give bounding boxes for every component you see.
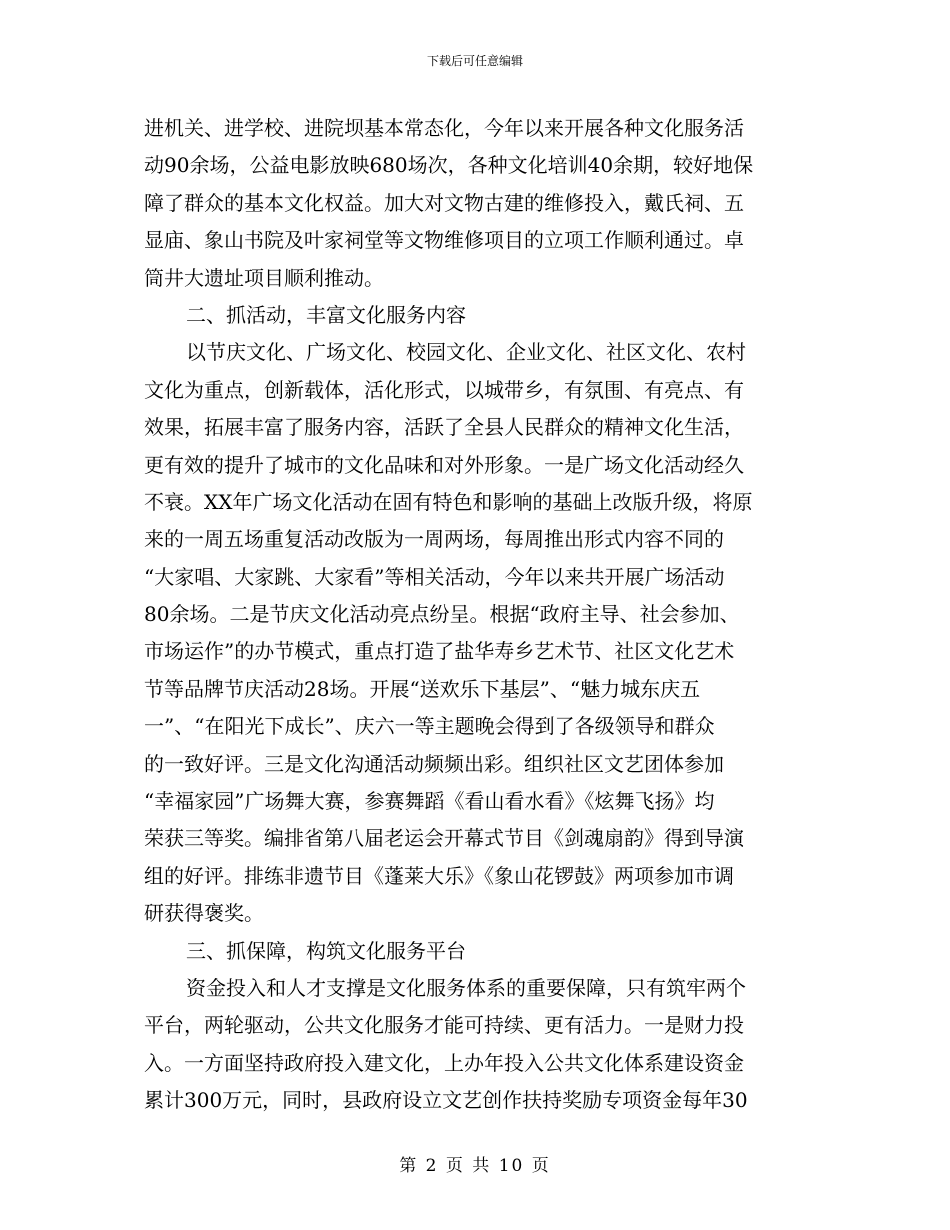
text-line: “大家唱、大家跳、大家看”等相关活动，今年以来共开展广场活动 [144, 564, 725, 589]
text-line: 更有效的提升了城市的文化品味和对外形象。一是广场文化活动经久 [144, 452, 744, 477]
text-line: 节等品牌节庆活动28场。开展“送欢乐下基层”、“魅力城东庆五 [144, 676, 701, 701]
text-line: 动90余场，公益电影放映680场次，各种文化培训40余期，较好地保 [144, 153, 754, 178]
text-line: 研获得褒奖。 [144, 901, 264, 926]
text-line: 不衰。XX年广场文化活动在固有特色和影响的基础上改版升级，将原 [144, 489, 753, 514]
text-line: 以节庆文化、广场文化、校园文化、企业文化、社区文化、农村 [186, 340, 746, 365]
text-line: 进机关、进学校、进院坝基本常态化，今年以来开展各种文化服务活 [144, 116, 744, 140]
text-line: 三、抓保障，构筑文化服务平台 [186, 938, 466, 963]
text-line: 效果，拓展丰富了服务内容，活跃了全县人民群众的精神文化生活， [144, 415, 744, 440]
text-line: 资金投入和人才支撑是文化服务体系的重要保障，只有筑牢两个 [186, 975, 746, 1000]
text-line: 来的一周五场重复活动改版为一周两场，每周推出形式内容不同的 [144, 527, 724, 552]
text-line: 荣获三等奖。编排省第八届老运会开幕式节目《剑魂扇韵》得到导演 [144, 826, 744, 851]
text-line: 市场运作”的办节模式，重点打造了盐华寿乡艺术节、社区文化艺术 [144, 639, 735, 664]
text-line: “幸福家园”广场舞大赛，参赛舞蹈《看山看水看》《炫舞飞扬》均 [144, 789, 715, 814]
page-footer: 第 2 页 共 10 页 [399, 1156, 551, 1176]
text-line: 入。一方面坚持政府投入建文化，上办年投入公共文化体系建设资金 [144, 1050, 744, 1075]
body-text [144, 110, 808, 1120]
text-line: 平台，两轮驱动，公共文化服务才能可持续、更有活力。一是财力投 [144, 1013, 744, 1038]
text-line: 一”、“在阳光下成长”、庆六一等主题晚会得到了各级领导和群众 [144, 714, 715, 739]
text-line: 文化为重点，创新载体，活化形式，以城带乡，有氛围、有亮点、有 [144, 377, 744, 402]
text-line: 二、抓活动，丰富文化服务内容 [186, 302, 466, 327]
text-line: 筒井大遗址项目顺利推动。 [144, 265, 384, 290]
text-line: 组的好评。排练非遗节目《蓬莱大乐》《象山花锣鼓》两项参加市调 [144, 863, 734, 888]
text-line: 80余场。二是节庆文化活动亮点纷呈。根据“政府主导、社会参加、 [144, 602, 740, 627]
text-line: 障了群众的基本文化权益。加大对文物古建的维修投入，戴氏祠、五 [144, 190, 744, 215]
text-line: 显庙、象山书院及叶家祠堂等文物维修项目的立项工作顺利通过。卓 [144, 228, 744, 253]
text-line: 累计300万元，同时，县政府设立文艺创作扶持奖励专项资金每年30 [144, 1088, 748, 1113]
text-line: 的一致好评。三是文化沟通活动频频出彩。组织社区文艺团体参加 [144, 751, 724, 776]
page-header: 下载后可任意编辑 [426, 54, 523, 68]
